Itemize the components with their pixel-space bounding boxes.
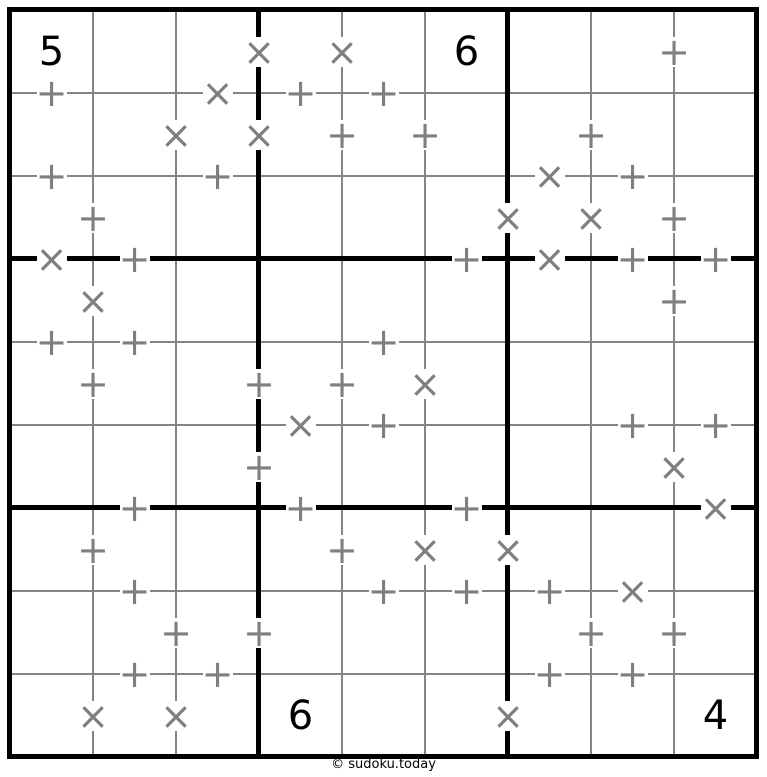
plus-marker-icon: +: [533, 569, 566, 613]
plus-marker-icon: +: [35, 320, 68, 364]
times-marker-icon: ×: [284, 403, 317, 447]
box-line-h-0: [7, 7, 759, 12]
plus-marker-icon: +: [284, 486, 317, 530]
plus-marker-icon: +: [326, 112, 358, 157]
plus-marker-icon: +: [243, 444, 275, 489]
plus-marker-icon: +: [699, 403, 732, 447]
times-marker-icon: ×: [77, 278, 109, 323]
plus-marker-icon: +: [616, 652, 649, 696]
plus-marker-icon: +: [409, 112, 441, 157]
plus-marker-icon: +: [201, 652, 234, 696]
plus-marker-icon: +: [699, 237, 732, 281]
plus-marker-icon: +: [326, 361, 358, 406]
box-line-v-0: [7, 7, 12, 759]
times-marker-icon: ×: [326, 29, 358, 74]
plus-marker-icon: +: [201, 154, 234, 198]
copyright-text: © sudoku.today: [331, 757, 436, 772]
times-marker-icon: ×: [492, 693, 524, 738]
plus-marker-icon: +: [367, 403, 400, 447]
plus-marker-icon: +: [658, 195, 690, 240]
times-marker-icon: ×: [616, 569, 649, 613]
plus-marker-icon: +: [658, 29, 690, 74]
plus-marker-icon: +: [616, 403, 649, 447]
times-marker-icon: ×: [77, 693, 109, 738]
times-marker-icon: ×: [160, 693, 192, 738]
times-marker-icon: ×: [492, 195, 524, 240]
given-digit-r9c4: 6: [287, 692, 314, 739]
plus-marker-icon: +: [118, 569, 151, 613]
plus-marker-icon: +: [450, 486, 483, 530]
plus-marker-icon: +: [35, 154, 68, 198]
plus-marker-icon: +: [367, 71, 400, 115]
times-marker-icon: ×: [35, 237, 68, 281]
given-digit-r1c6: 6: [453, 28, 480, 75]
plus-marker-icon: +: [575, 610, 607, 655]
times-marker-icon: ×: [533, 237, 566, 281]
plus-marker-icon: +: [533, 652, 566, 696]
plus-marker-icon: +: [658, 610, 690, 655]
plus-marker-icon: +: [575, 112, 607, 157]
times-marker-icon: ×: [658, 444, 690, 489]
box-line-v-6: [505, 7, 510, 759]
times-marker-icon: ×: [699, 486, 732, 530]
plus-marker-icon: +: [367, 320, 400, 364]
plus-marker-icon: +: [118, 486, 151, 530]
times-marker-icon: ×: [160, 112, 192, 157]
plus-marker-icon: +: [118, 320, 151, 364]
plus-marker-icon: +: [284, 71, 317, 115]
plus-marker-icon: +: [450, 237, 483, 281]
plus-marker-icon: +: [326, 527, 358, 572]
times-marker-icon: ×: [409, 527, 441, 572]
times-marker-icon: ×: [575, 195, 607, 240]
times-marker-icon: ×: [533, 154, 566, 198]
times-marker-icon: ×: [201, 71, 234, 115]
plus-marker-icon: +: [616, 237, 649, 281]
plus-marker-icon: +: [616, 154, 649, 198]
plus-marker-icon: +: [77, 361, 109, 406]
times-marker-icon: ×: [243, 112, 275, 157]
plus-marker-icon: +: [243, 361, 275, 406]
plus-marker-icon: +: [367, 569, 400, 613]
plus-marker-icon: +: [658, 278, 690, 323]
given-digit-r1c1: 5: [38, 28, 65, 75]
plus-marker-icon: +: [450, 569, 483, 613]
plus-marker-icon: +: [35, 71, 68, 115]
plus-marker-icon: +: [243, 610, 275, 655]
times-marker-icon: ×: [409, 361, 441, 406]
box-line-v-9: [754, 7, 759, 759]
plus-marker-icon: +: [77, 195, 109, 240]
given-digit-r9c9: 4: [702, 692, 729, 739]
plus-marker-icon: +: [77, 527, 109, 572]
times-marker-icon: ×: [492, 527, 524, 572]
plus-marker-icon: +: [160, 610, 192, 655]
plus-marker-icon: +: [118, 237, 151, 281]
plus-marker-icon: +: [118, 652, 151, 696]
times-marker-icon: ×: [243, 29, 275, 74]
